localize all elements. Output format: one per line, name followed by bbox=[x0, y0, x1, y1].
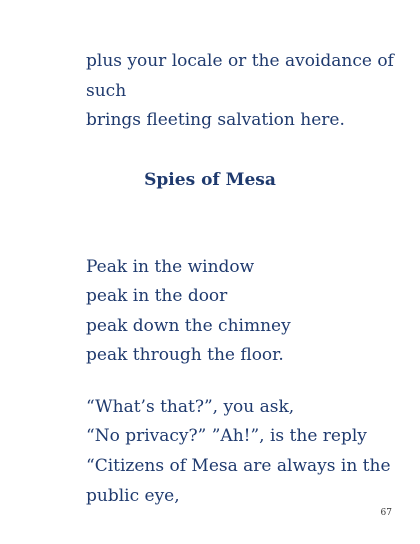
stanza2-line-2: “No privacy?” ”Ah!”, is the reply bbox=[86, 426, 367, 446]
stanza2-line-4: public eye, bbox=[86, 486, 180, 506]
page-number: 67 bbox=[380, 508, 392, 518]
stanza2-line-1: “What’s that?”, you ask, bbox=[86, 397, 295, 417]
stanza1-line-1: Peak in the window bbox=[86, 257, 255, 277]
intro-line-3: brings fleeting salvation here. bbox=[86, 110, 345, 130]
intro-line-2: such bbox=[86, 81, 127, 101]
stanza1-line-2: peak in the door bbox=[86, 286, 228, 306]
poem-title: Spies of Mesa bbox=[144, 170, 276, 190]
stanza1-line-4: peak through the floor. bbox=[86, 345, 284, 365]
stanza2-line-3: “Citizens of Mesa are always in the bbox=[86, 456, 391, 476]
stanza1-line-3: peak down the chimney bbox=[86, 316, 291, 336]
intro-line-1: plus your locale or the avoidance of bbox=[86, 51, 394, 71]
